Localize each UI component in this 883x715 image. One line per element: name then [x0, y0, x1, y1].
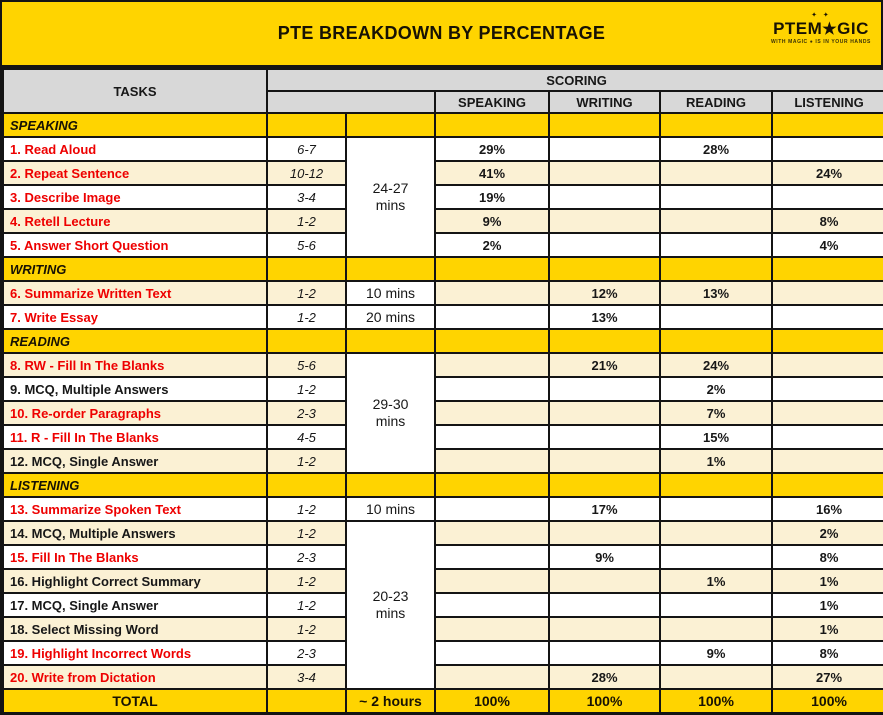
- score-speaking: [435, 377, 549, 401]
- listening-column-header: LISTENING: [772, 91, 883, 113]
- total-score-speaking: 100%: [435, 689, 549, 713]
- score-listening: 16%: [772, 497, 883, 521]
- task-count: 1-2: [267, 593, 346, 617]
- score-reading: 1%: [660, 569, 772, 593]
- score-speaking: [435, 545, 549, 569]
- task-count: 1-2: [267, 497, 346, 521]
- score-listening: 1%: [772, 617, 883, 641]
- task-label: 1. Read Aloud: [3, 137, 267, 161]
- task-row: [3, 161, 883, 185]
- section-score-cell-writing: [549, 329, 660, 353]
- scoring-column-header: SCORING: [267, 69, 883, 91]
- section-row-listening: [3, 473, 883, 497]
- score-speaking: [435, 281, 549, 305]
- task-row: [3, 185, 883, 209]
- task-count: 1-2: [267, 449, 346, 473]
- score-writing: [549, 161, 660, 185]
- scoring-subheader-empty: [267, 91, 435, 113]
- task-label: 15. Fill In The Blanks: [3, 545, 267, 569]
- score-listening: [772, 281, 883, 305]
- pte-breakdown-table: [2, 68, 883, 714]
- task-count: 1-2: [267, 281, 346, 305]
- task-label: 2. Repeat Sentence: [3, 161, 267, 185]
- task-row: [3, 641, 883, 665]
- task-label: 16. Highlight Correct Summary: [3, 569, 267, 593]
- section-score-cell-speaking: [435, 113, 549, 137]
- task-count: 2-3: [267, 641, 346, 665]
- score-reading: [660, 665, 772, 689]
- score-listening: 8%: [772, 545, 883, 569]
- task-row: [3, 545, 883, 569]
- task-count: 2-3: [267, 401, 346, 425]
- time-cell: [346, 281, 435, 305]
- header-row-1: [3, 69, 883, 91]
- table-body: [3, 113, 883, 689]
- score-listening: [772, 137, 883, 161]
- section-time-cell: [346, 329, 435, 353]
- task-count: 2-3: [267, 545, 346, 569]
- score-listening: [772, 185, 883, 209]
- score-reading: 1%: [660, 449, 772, 473]
- task-count: 6-7: [267, 137, 346, 161]
- score-writing: 9%: [549, 545, 660, 569]
- score-listening: 8%: [772, 641, 883, 665]
- score-reading: 28%: [660, 137, 772, 161]
- score-writing: 12%: [549, 281, 660, 305]
- task-count: 3-4: [267, 665, 346, 689]
- score-writing: [549, 425, 660, 449]
- score-listening: [772, 353, 883, 377]
- section-time-cell: [346, 473, 435, 497]
- speaking-column-header: SPEAKING: [435, 91, 549, 113]
- score-listening: 1%: [772, 593, 883, 617]
- task-count: 1-2: [267, 305, 346, 329]
- score-reading: 9%: [660, 641, 772, 665]
- score-speaking: [435, 617, 549, 641]
- writing-column-header: WRITING: [549, 91, 660, 113]
- score-writing: [549, 641, 660, 665]
- score-reading: [660, 593, 772, 617]
- score-writing: [549, 377, 660, 401]
- table-header: [3, 69, 883, 113]
- task-count: 4-5: [267, 425, 346, 449]
- section-score-cell-speaking: [435, 257, 549, 281]
- score-reading: [660, 497, 772, 521]
- total-time-cell: ~ 2 hours: [346, 689, 435, 713]
- score-writing: [549, 209, 660, 233]
- task-row: [3, 521, 883, 545]
- section-score-cell-reading: [660, 329, 772, 353]
- time-cell: [346, 353, 435, 473]
- title-bar: [2, 2, 881, 68]
- section-time-cell: [346, 113, 435, 137]
- star-icon: ★: [822, 21, 838, 38]
- task-label: 19. Highlight Incorrect Words: [3, 641, 267, 665]
- score-writing: [549, 521, 660, 545]
- score-speaking: [435, 521, 549, 545]
- task-label: 12. MCQ, Single Answer: [3, 449, 267, 473]
- score-writing: [549, 449, 660, 473]
- total-score-reading: 100%: [660, 689, 772, 713]
- total-count-cell: [267, 689, 346, 713]
- task-label: 9. MCQ, Multiple Answers: [3, 377, 267, 401]
- page-title: PTE BREAKDOWN BY PERCENTAGE: [277, 23, 606, 43]
- section-score-cell-speaking: [435, 329, 549, 353]
- score-reading: [660, 233, 772, 257]
- task-label: 11. R - Fill In The Blanks: [3, 425, 267, 449]
- time-value: 20 mins: [365, 309, 416, 325]
- score-writing: 28%: [549, 665, 660, 689]
- task-row: [3, 401, 883, 425]
- time-value: 20-23 mins: [372, 587, 409, 621]
- section-count-cell: [267, 257, 346, 281]
- score-listening: 24%: [772, 161, 883, 185]
- score-reading: 2%: [660, 377, 772, 401]
- score-listening: [772, 305, 883, 329]
- table-footer: [3, 689, 883, 713]
- score-speaking: 29%: [435, 137, 549, 161]
- total-score-writing: 100%: [549, 689, 660, 713]
- task-count: 1-2: [267, 617, 346, 641]
- score-speaking: [435, 401, 549, 425]
- score-speaking: [435, 569, 549, 593]
- task-row: [3, 449, 883, 473]
- task-row: [3, 137, 883, 161]
- task-label: 20. Write from Dictation: [3, 665, 267, 689]
- section-title: LISTENING: [3, 473, 267, 497]
- task-label: 5. Answer Short Question: [3, 233, 267, 257]
- score-listening: [772, 449, 883, 473]
- time-value: 29-30 mins: [372, 395, 409, 429]
- score-writing: 17%: [549, 497, 660, 521]
- section-score-cell-listening: [772, 473, 883, 497]
- score-writing: [549, 617, 660, 641]
- score-writing: [549, 401, 660, 425]
- ptemagic-logo: [771, 12, 871, 45]
- score-listening: [772, 401, 883, 425]
- section-score-cell-listening: [772, 113, 883, 137]
- task-row: [3, 209, 883, 233]
- section-score-cell-writing: [549, 257, 660, 281]
- section-title: READING: [3, 329, 267, 353]
- time-cell: [346, 137, 435, 257]
- score-listening: 2%: [772, 521, 883, 545]
- time-cell: [346, 305, 435, 329]
- section-score-cell-listening: [772, 257, 883, 281]
- section-score-cell-writing: [549, 113, 660, 137]
- section-count-cell: [267, 113, 346, 137]
- task-label: 7. Write Essay: [3, 305, 267, 329]
- score-speaking: 2%: [435, 233, 549, 257]
- logo-tagline: WITH MAGIC ● IS IN YOUR HANDS: [770, 39, 871, 45]
- task-row: [3, 377, 883, 401]
- task-count: 1-2: [267, 569, 346, 593]
- total-row: [3, 689, 883, 713]
- time-value: 10 mins: [365, 501, 416, 517]
- time-cell: [346, 497, 435, 521]
- score-listening: [772, 425, 883, 449]
- section-score-cell-reading: [660, 257, 772, 281]
- tasks-column-header: TASKS: [3, 69, 267, 113]
- task-count: 3-4: [267, 185, 346, 209]
- score-listening: 27%: [772, 665, 883, 689]
- task-row: [3, 593, 883, 617]
- section-time-cell: [346, 257, 435, 281]
- score-speaking: 41%: [435, 161, 549, 185]
- score-writing: [549, 569, 660, 593]
- task-row: [3, 305, 883, 329]
- task-row: [3, 617, 883, 641]
- task-label: 3. Describe Image: [3, 185, 267, 209]
- score-speaking: [435, 353, 549, 377]
- section-count-cell: [267, 473, 346, 497]
- score-listening: 1%: [772, 569, 883, 593]
- section-title: SPEAKING: [3, 113, 267, 137]
- task-count: 1-2: [267, 209, 346, 233]
- section-score-cell-reading: [660, 473, 772, 497]
- task-count: 1-2: [267, 521, 346, 545]
- section-score-cell-listening: [772, 329, 883, 353]
- score-speaking: 9%: [435, 209, 549, 233]
- task-row: [3, 281, 883, 305]
- time-value: 10 mins: [365, 285, 416, 301]
- task-count: 10-12: [267, 161, 346, 185]
- score-reading: [660, 209, 772, 233]
- task-label: 4. Retell Lecture: [3, 209, 267, 233]
- task-count: 5-6: [267, 353, 346, 377]
- reading-column-header: READING: [660, 91, 772, 113]
- score-writing: [549, 593, 660, 617]
- score-reading: [660, 161, 772, 185]
- logo-text-right: GIC: [837, 19, 869, 38]
- task-row: [3, 665, 883, 689]
- task-label: 13. Summarize Spoken Text: [3, 497, 267, 521]
- section-row-writing: [3, 257, 883, 281]
- sparkle-icon: ✦ ✦: [811, 12, 831, 19]
- section-score-cell-reading: [660, 113, 772, 137]
- task-label: 8. RW - Fill In The Blanks: [3, 353, 267, 377]
- score-speaking: [435, 641, 549, 665]
- score-writing: 21%: [549, 353, 660, 377]
- section-title: WRITING: [3, 257, 267, 281]
- score-listening: 4%: [772, 233, 883, 257]
- section-score-cell-writing: [549, 473, 660, 497]
- score-speaking: [435, 665, 549, 689]
- score-speaking: 19%: [435, 185, 549, 209]
- task-row: [3, 569, 883, 593]
- score-reading: [660, 617, 772, 641]
- score-speaking: [435, 425, 549, 449]
- total-label: TOTAL: [3, 689, 267, 713]
- score-listening: 8%: [772, 209, 883, 233]
- task-count: 5-6: [267, 233, 346, 257]
- logo-wordmark: [771, 20, 871, 38]
- task-label: 18. Select Missing Word: [3, 617, 267, 641]
- section-count-cell: [267, 329, 346, 353]
- task-row: [3, 353, 883, 377]
- score-writing: [549, 233, 660, 257]
- time-cell: [346, 521, 435, 689]
- task-label: 10. Re-order Paragraphs: [3, 401, 267, 425]
- score-reading: 13%: [660, 281, 772, 305]
- score-reading: 7%: [660, 401, 772, 425]
- score-speaking: [435, 593, 549, 617]
- score-speaking: [435, 305, 549, 329]
- score-reading: 24%: [660, 353, 772, 377]
- score-reading: [660, 305, 772, 329]
- task-row: [3, 497, 883, 521]
- section-row-reading: [3, 329, 883, 353]
- score-speaking: [435, 449, 549, 473]
- task-row: [3, 425, 883, 449]
- score-writing: [549, 137, 660, 161]
- total-score-listening: 100%: [772, 689, 883, 713]
- task-count: 1-2: [267, 377, 346, 401]
- score-reading: [660, 521, 772, 545]
- score-reading: [660, 185, 772, 209]
- section-score-cell-speaking: [435, 473, 549, 497]
- section-row-speaking: [3, 113, 883, 137]
- logo-text-left: PTEM: [773, 19, 823, 38]
- score-writing: 13%: [549, 305, 660, 329]
- score-speaking: [435, 497, 549, 521]
- task-label: 17. MCQ, Single Answer: [3, 593, 267, 617]
- time-value: 24-27 mins: [372, 179, 409, 213]
- score-reading: 15%: [660, 425, 772, 449]
- task-label: 14. MCQ, Multiple Answers: [3, 521, 267, 545]
- score-listening: [772, 377, 883, 401]
- task-row: [3, 233, 883, 257]
- score-reading: [660, 545, 772, 569]
- task-label: 6. Summarize Written Text: [3, 281, 267, 305]
- score-writing: [549, 185, 660, 209]
